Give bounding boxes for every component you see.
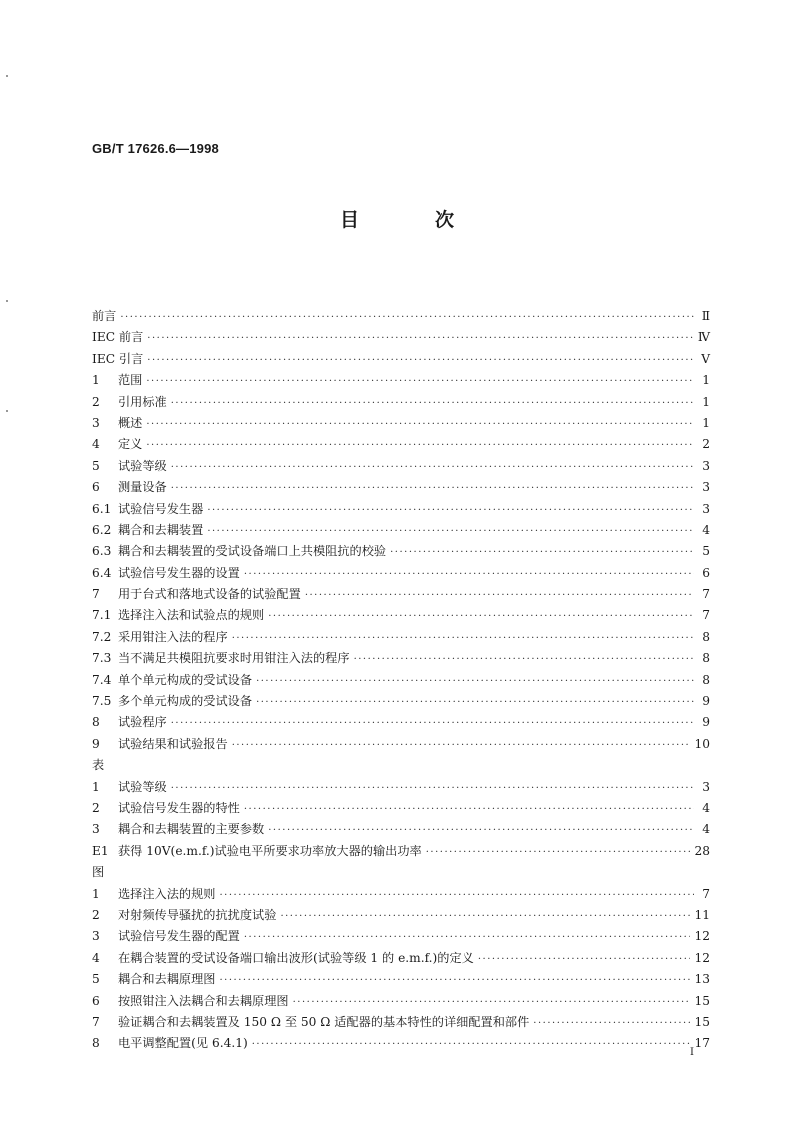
dot-leader bbox=[256, 671, 694, 692]
dot-leader bbox=[207, 521, 694, 542]
entry-page: 3 bbox=[702, 501, 710, 516]
figure-entry[interactable] bbox=[92, 1033, 710, 1054]
toc-entry[interactable] bbox=[92, 306, 710, 327]
table-entry[interactable] bbox=[92, 798, 710, 819]
table-entry[interactable] bbox=[92, 841, 710, 862]
dot-leader bbox=[268, 820, 694, 841]
toc-entry[interactable] bbox=[92, 563, 710, 584]
entry-number: 2 bbox=[92, 907, 100, 922]
entry-title: 耦合和去耦装置的受试设备端口上共模阻抗的校验 bbox=[118, 544, 387, 559]
dot-leader bbox=[256, 692, 694, 713]
entry-title: 验证耦合和去耦装置及 150 Ω 至 50 Ω 适配器的基本特性的详细配置和部件 bbox=[118, 1014, 530, 1029]
entry-page: 13 bbox=[694, 972, 710, 987]
entry-page: 28 bbox=[694, 843, 710, 858]
toc-entry[interactable] bbox=[92, 648, 710, 669]
title-char-2: 次 bbox=[435, 209, 455, 231]
toc-entry[interactable] bbox=[92, 605, 710, 626]
dot-leader bbox=[146, 414, 694, 435]
entry-page: 2 bbox=[702, 437, 710, 452]
entry-title: 试验信号发生器的设置 bbox=[118, 565, 240, 580]
dot-leader bbox=[268, 606, 694, 627]
dot-leader bbox=[207, 500, 694, 521]
entry-page: 1 bbox=[702, 415, 710, 430]
entry-number: 9 bbox=[92, 736, 100, 751]
entry-page: 9 bbox=[702, 715, 710, 730]
toc-entry[interactable] bbox=[92, 370, 710, 391]
entry-page: 5 bbox=[702, 544, 710, 559]
entry-page: 8 bbox=[702, 651, 710, 666]
toc-entry[interactable] bbox=[92, 691, 710, 712]
dot-leader bbox=[244, 799, 694, 820]
toc-entry[interactable] bbox=[92, 712, 710, 733]
dot-leader bbox=[244, 927, 691, 948]
entry-title: 试验等级 bbox=[118, 458, 167, 473]
page-number: I bbox=[690, 1047, 694, 1058]
entry-page: 10 bbox=[694, 736, 710, 751]
dot-leader bbox=[533, 1013, 690, 1034]
dot-leader bbox=[220, 970, 691, 991]
entry-page: 9 bbox=[702, 694, 710, 709]
entry-number: 7.5 bbox=[92, 694, 112, 709]
toc-entry[interactable] bbox=[92, 670, 710, 691]
scan-speck bbox=[6, 300, 8, 302]
entry-page: Ⅳ bbox=[697, 330, 710, 345]
dot-leader bbox=[171, 457, 694, 478]
dot-leader bbox=[146, 371, 694, 392]
dot-leader bbox=[147, 328, 694, 349]
dot-leader bbox=[232, 735, 691, 756]
entry-title: 多个单元构成的受试设备 bbox=[118, 694, 253, 709]
figure-entry[interactable] bbox=[92, 1012, 710, 1033]
toc-entry[interactable] bbox=[92, 413, 710, 434]
entry-number: 3 bbox=[92, 822, 100, 837]
entry-page: 4 bbox=[702, 800, 710, 815]
dot-leader bbox=[252, 1034, 691, 1055]
entry-page: 3 bbox=[702, 480, 710, 495]
toc-entry[interactable] bbox=[92, 327, 710, 348]
entry-number: 7.1 bbox=[92, 608, 112, 623]
entry-number: 4 bbox=[92, 437, 100, 452]
entry-page: 3 bbox=[702, 779, 710, 794]
toc-entry[interactable] bbox=[92, 734, 710, 755]
entry-number: 2 bbox=[92, 394, 100, 409]
entry-title: 耦合和去耦原理图 bbox=[118, 972, 216, 987]
toc-entry[interactable] bbox=[92, 541, 710, 562]
entry-number: 6.3 bbox=[92, 544, 112, 559]
entry-title: 试验信号发生器的配置 bbox=[118, 929, 240, 944]
figure-entry[interactable] bbox=[92, 948, 710, 969]
entry-number: 1 bbox=[92, 886, 100, 901]
entry-title: 概述 bbox=[118, 415, 143, 430]
toc-entry[interactable] bbox=[92, 584, 710, 605]
entry-page: 1 bbox=[702, 373, 710, 388]
entry-title: 引用标准 bbox=[118, 394, 167, 409]
entry-page: 7 bbox=[702, 608, 710, 623]
entry-page: 17 bbox=[694, 1036, 710, 1051]
figure-entry[interactable] bbox=[92, 969, 710, 990]
figure-entry[interactable] bbox=[92, 884, 710, 905]
dot-leader bbox=[244, 564, 694, 585]
entry-number: 5 bbox=[92, 972, 100, 987]
entry-page: 6 bbox=[702, 565, 710, 580]
table-entry[interactable] bbox=[92, 819, 710, 840]
dot-leader bbox=[171, 393, 694, 414]
entry-title: 试验程序 bbox=[118, 715, 167, 730]
entry-number: 5 bbox=[92, 458, 100, 473]
entry-title: 获得 10V(e.m.f.)试验电平所要求功率放大器的输出功率 bbox=[118, 843, 422, 858]
entry-title: 前言 bbox=[92, 309, 117, 323]
entry-number: 1 bbox=[92, 373, 100, 388]
entry-title: 耦合和去耦装置的主要参数 bbox=[118, 822, 265, 837]
dot-leader bbox=[305, 585, 694, 606]
entry-number: 7 bbox=[92, 587, 100, 602]
entry-title: 在耦合装置的受试设备端口输出波形(试验等级 1 的 e.m.f.)的定义 bbox=[118, 950, 474, 965]
entry-number: 4 bbox=[92, 950, 100, 965]
entry-page: 7 bbox=[702, 886, 710, 901]
dot-leader bbox=[120, 307, 694, 328]
figure-entry[interactable] bbox=[92, 991, 710, 1012]
toc-entry[interactable] bbox=[92, 627, 710, 648]
dot-leader bbox=[280, 906, 690, 927]
entry-number: 7.2 bbox=[92, 629, 112, 644]
entry-page: 12 bbox=[694, 929, 710, 944]
dot-leader bbox=[147, 350, 694, 371]
entry-number: 8 bbox=[92, 1036, 100, 1051]
entry-title: 试验等级 bbox=[118, 779, 167, 794]
dot-leader bbox=[390, 542, 694, 563]
entry-number: 1 bbox=[92, 779, 100, 794]
dot-leader bbox=[171, 778, 694, 799]
entry-page: Ⅴ bbox=[701, 351, 710, 366]
entry-title: 单个单元构成的受试设备 bbox=[118, 672, 253, 687]
dot-leader bbox=[232, 628, 694, 649]
tables-section-heading: 表 bbox=[92, 758, 105, 773]
scan-speck bbox=[6, 75, 8, 77]
entry-page: 4 bbox=[702, 522, 710, 537]
entry-page: 11 bbox=[694, 907, 710, 922]
entry-title: 采用钳注入法的程序 bbox=[118, 629, 228, 644]
entry-title: 电平调整配置(见 6.4.1) bbox=[118, 1036, 248, 1051]
entry-title: 耦合和去耦装置 bbox=[118, 522, 204, 537]
figures-section-heading: 图 bbox=[92, 865, 105, 880]
dot-leader bbox=[146, 435, 694, 456]
entry-title: 测量设备 bbox=[118, 480, 167, 495]
scan-speck bbox=[6, 410, 8, 412]
entry-number: 7 bbox=[92, 1014, 100, 1029]
dot-leader bbox=[220, 885, 695, 906]
toc-entry[interactable] bbox=[92, 477, 710, 498]
dot-leader bbox=[293, 992, 691, 1013]
entry-title: IEC 前言 bbox=[92, 330, 144, 345]
entry-page: 8 bbox=[702, 629, 710, 644]
dot-leader bbox=[426, 842, 691, 863]
toc-entry[interactable] bbox=[92, 499, 710, 520]
entry-page: Ⅱ bbox=[701, 309, 710, 323]
table-entry[interactable] bbox=[92, 777, 710, 798]
entry-number: 3 bbox=[92, 415, 100, 430]
entry-page: 8 bbox=[702, 672, 710, 687]
entry-page: 12 bbox=[694, 950, 710, 965]
entry-title: 试验信号发生器 bbox=[118, 501, 204, 516]
entry-page: 4 bbox=[702, 822, 710, 837]
entry-title: 试验结果和试验报告 bbox=[118, 736, 228, 751]
dot-leader bbox=[171, 478, 694, 499]
entry-title: 当不满足共模阻抗要求时用钳注入法的程序 bbox=[118, 651, 350, 666]
title-char-1: 目 bbox=[339, 209, 359, 231]
standard-code: GB/T 17626.6—1998 bbox=[92, 141, 219, 156]
entry-number: 6.4 bbox=[92, 565, 112, 580]
entry-number: 6.1 bbox=[92, 501, 112, 516]
entry-number: 6 bbox=[92, 480, 100, 495]
entry-title: 范围 bbox=[118, 373, 143, 388]
entry-page: 7 bbox=[702, 587, 710, 602]
entry-page: 15 bbox=[694, 1014, 710, 1029]
page-title bbox=[0, 205, 794, 232]
entry-number: 2 bbox=[92, 800, 100, 815]
entry-page: 15 bbox=[694, 993, 710, 1008]
figure-entry[interactable] bbox=[92, 905, 710, 926]
entry-title: 对射频传导骚扰的抗扰度试验 bbox=[118, 907, 277, 922]
entry-number: E1 bbox=[92, 843, 109, 858]
toc-entry[interactable] bbox=[92, 349, 710, 370]
toc-entry[interactable] bbox=[92, 392, 710, 413]
toc-entry[interactable] bbox=[92, 520, 710, 541]
toc-entry[interactable] bbox=[92, 456, 710, 477]
entry-number: 7.3 bbox=[92, 651, 112, 666]
entry-page: 3 bbox=[702, 458, 710, 473]
entry-number: 7.4 bbox=[92, 672, 112, 687]
entry-title: IEC 引言 bbox=[92, 351, 144, 366]
toc-entry[interactable] bbox=[92, 434, 710, 455]
figure-entry[interactable] bbox=[92, 926, 710, 947]
entry-title: 用于台式和落地式设备的试验配置 bbox=[118, 587, 301, 602]
entry-number: 3 bbox=[92, 929, 100, 944]
dot-leader bbox=[354, 649, 694, 670]
entry-title: 选择注入法的规则 bbox=[118, 886, 216, 901]
dot-leader bbox=[478, 949, 691, 970]
entry-number: 6.2 bbox=[92, 522, 112, 537]
entry-page: 1 bbox=[702, 394, 710, 409]
table-of-contents bbox=[92, 306, 710, 1055]
entry-number: 8 bbox=[92, 715, 100, 730]
entry-number: 6 bbox=[92, 993, 100, 1008]
entry-title: 按照钳注入法耦合和去耦原理图 bbox=[118, 993, 289, 1008]
entry-title: 定义 bbox=[118, 437, 143, 452]
entry-title: 选择注入法和试验点的规则 bbox=[118, 608, 265, 623]
entry-title: 试验信号发生器的特性 bbox=[118, 800, 240, 815]
dot-leader bbox=[171, 713, 694, 734]
